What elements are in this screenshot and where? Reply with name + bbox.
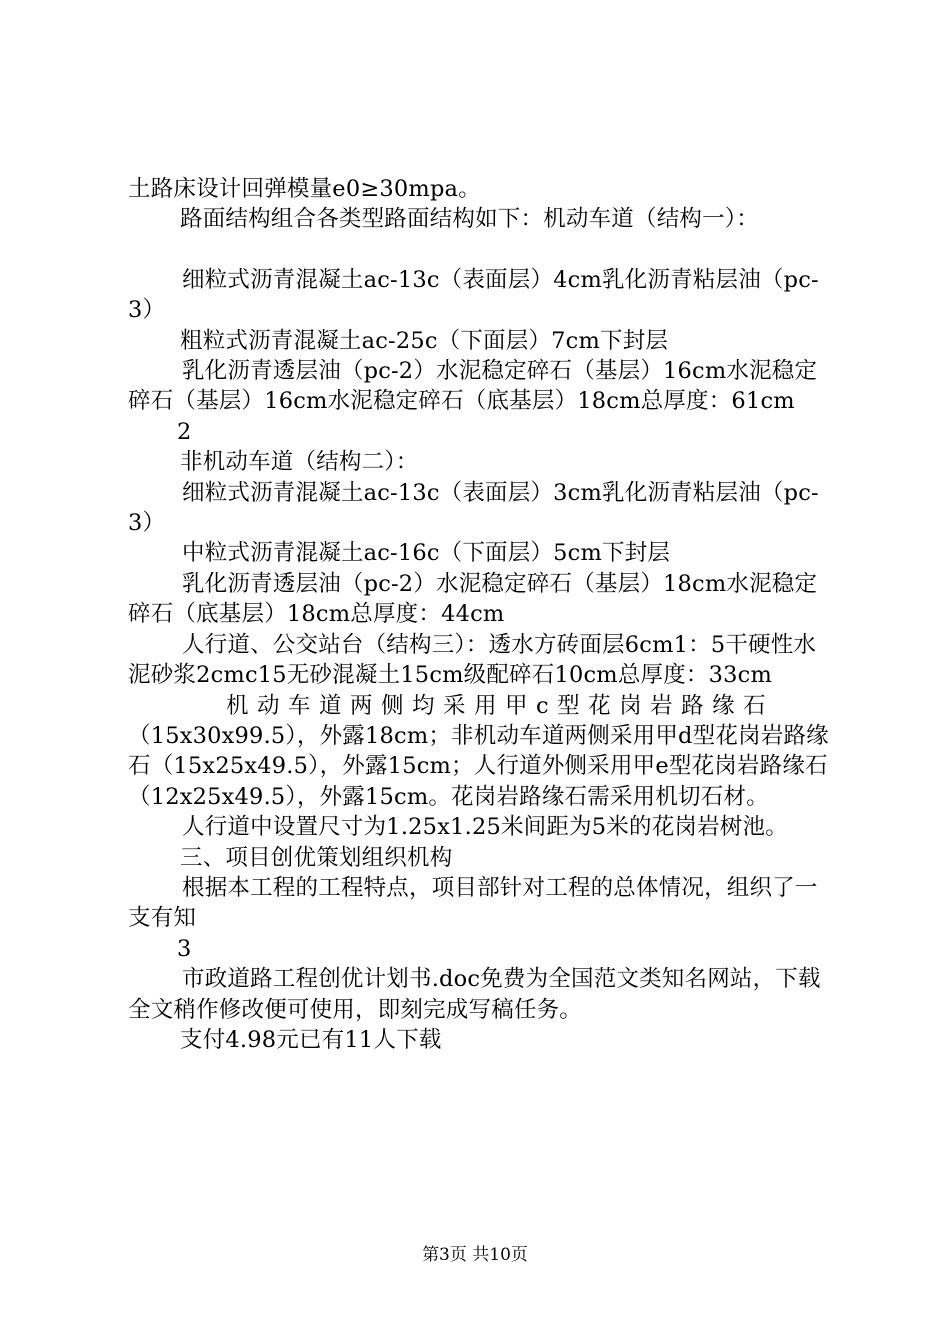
document-body — [128, 174, 833, 1055]
paragraph-structure2-surface: 细粒式沥青混凝土ac-13c（表面层）3cm乳化沥青粘层油（pc-3） — [128, 479, 819, 537]
page-marker-2: 2 — [177, 418, 192, 445]
page-marker-3: 3 — [177, 935, 192, 962]
paragraph-structure1-base: 乳化沥青透层油（pc-2）水泥稳定碎石（基层）16cm水泥稳定碎石（基层）16cm水泥稳定碎石（底基层）18cm总厚度：61cm — [128, 358, 818, 415]
paragraph-curb-heading: 机动车道两侧均采用甲c型花岗岩路缘石 — [226, 692, 775, 719]
paragraph-download-note: 市政道路工程创优计划书.doc免费为全国范文类知名网站，下载全文稍作修改便可使用，即刻完成写稿任务。 — [128, 966, 821, 1023]
paragraph-curb-details: （15x30x99.5），外露18cm；非机动车道两侧采用甲d型花岗岩路缘石（15x25x49.5），外露15cm；人行道外侧采用甲e型花岗岩路缘石（12x25x49.5），外露15cm。花岗岩路缘石需采用机切石材。 — [128, 722, 829, 810]
paragraph-structure1-surface: 细粒式沥青混凝土ac-13c（表面层）4cm乳化沥青粘层油（pc-3） — [128, 266, 819, 324]
paragraph-tree-pits: 人行道中设置尺寸为1.25x1.25米间距为5米的花岗岩树池。 — [182, 814, 788, 841]
paragraph-structure2-lower: 中粒式沥青混凝土ac-16c（下面层）5cm下封层 — [182, 540, 671, 567]
paragraph-structure2-base: 乳化沥青透层油（pc-2）水泥稳定碎石（基层）18cm水泥稳定碎石（底基层）18cm总厚度：44cm — [128, 570, 818, 628]
paragraph-structure3: 人行道、公交站台（结构三）：透水方砖面层6cm1：5干硬性水泥砂浆2cmc15无砂混凝土15cm级配碎石10cm总厚度：33cm — [128, 631, 817, 689]
paragraph-structure1-lower: 粗粒式沥青混凝土ac-25c（下面层）7cm下封层 — [180, 327, 669, 354]
paragraph-payment-note: 支付4.98元已有11人下载 — [180, 1026, 442, 1053]
page-footer: 第3页 共10页 — [422, 1245, 528, 1265]
blank-line — [128, 235, 833, 265]
section-heading-organization: 三、项目创优策划组织机构 — [180, 844, 453, 871]
paragraph-organization: 根据本工程的工程特点，项目部针对工程的总体情况，组织了一支有知 — [128, 874, 818, 932]
paragraph-structure2-title: 非机动车道（结构二）： — [180, 449, 419, 476]
paragraph-structure-intro: 路面结构组合各类型路面结构如下：机动车道（结构一）： — [180, 206, 759, 233]
paragraph-subgrade-modulus: 土路床设计回弹模量e0≥30mpa。 — [128, 176, 481, 202]
